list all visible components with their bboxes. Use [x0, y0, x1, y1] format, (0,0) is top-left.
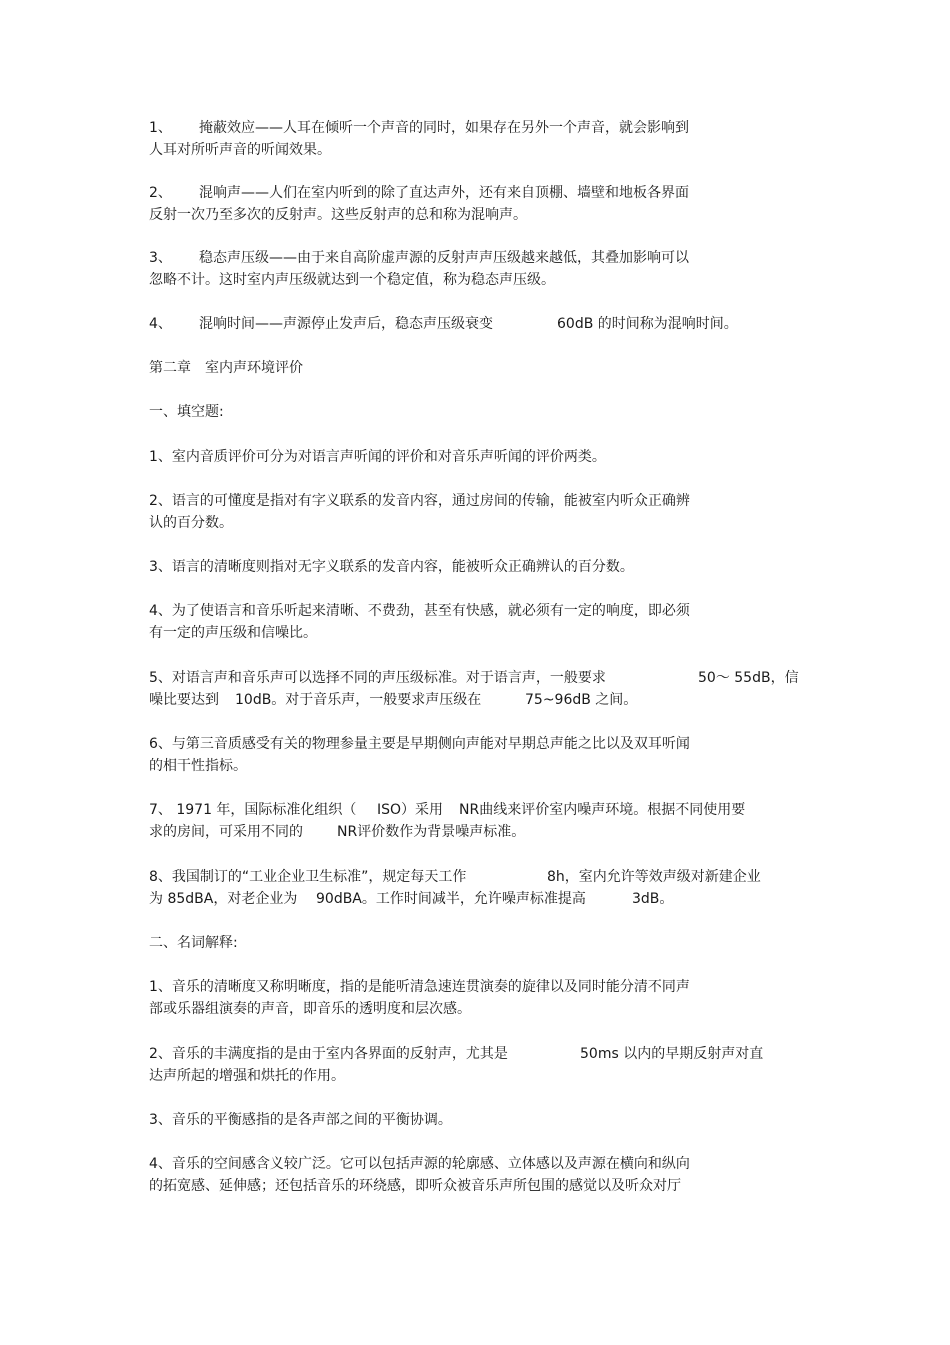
term-2-line-1: [149, 1044, 763, 1064]
question-4-line-2: 有一定的声压级和信噪比。: [149, 625, 317, 641]
question-5-text-e: 75~96dB 之间。: [525, 692, 638, 708]
term-4-line-2: 的拓宽感、延伸感；还包括音乐的环绕感，即听众被音乐声所包围的感觉以及听众对厅: [149, 1178, 681, 1194]
question-7-line-1: [149, 800, 745, 820]
chapter-title: 第二章 室内声环境评价: [149, 360, 303, 376]
definition-1-line-1: [149, 118, 689, 138]
term-1-line-1: 1、音乐的清晰度又称明晰度，指的是能听清急速连贯演奏的旋律以及同时能分清不同声: [149, 979, 690, 995]
definition-2-number: 2、: [149, 185, 172, 201]
question-7-text-d: 求的房间，可采用不同的: [149, 824, 303, 840]
term-2-text-b: 50ms 以内的早期反射声对直: [580, 1046, 764, 1062]
question-8-text-e: 3dB。: [632, 891, 674, 907]
definition-2-line-2: 反射一次乃至多次的反射声。这些反射声的总和称为混响声。: [149, 207, 527, 223]
question-6-line-2: 的相干性指标。: [149, 758, 247, 774]
definition-4-text-b: 60dB 的时间称为混响时间。: [557, 316, 738, 332]
question-5-line-1: [149, 668, 799, 688]
question-2-line-2: 认的百分数。: [149, 515, 233, 531]
question-8-text-c: 为 85dBA，对老企业为: [149, 891, 298, 907]
question-8-text-a: 8、我国制订的“工业企业卫生标准”，规定每天工作: [149, 869, 467, 885]
definition-4-line-1: [149, 314, 738, 334]
question-5-text-a: 5、对语言声和音乐声可以选择不同的声压级标准。对于语言声，一般要求: [149, 670, 606, 686]
question-5-text-d: 10dB。对于音乐声，一般要求声压级在: [235, 692, 482, 708]
question-7-text-b: ISO）采用: [377, 802, 444, 818]
definition-1-text: 掩蔽效应——人耳在倾听一个声音的同时，如果存在另外一个声音，就会影响到: [199, 120, 689, 136]
definition-4-text-a: 混响时间——声源停止发声后，稳态声压级衰变: [199, 316, 493, 332]
term-1-line-2: 部或乐器组演奏的声音，即音乐的透明度和层次感。: [149, 1001, 471, 1017]
definition-1-number: 1、: [149, 120, 172, 136]
definition-3-text: 稳态声压级——由于来自高阶虚声源的反射声声压级越来越低，其叠加影响可以: [199, 250, 689, 266]
question-8-text-d: 90dBA。工作时间减半，允许噪声标准提高: [316, 891, 586, 907]
question-5-text-b: 50～ 55dB，信: [698, 670, 799, 686]
terms-heading: 二、名词解释:: [149, 935, 238, 951]
question-7-text-a: 7、 1971 年，国际标准化组织（: [149, 802, 357, 818]
question-8-text-b: 8h，室内允许等效声级对新建企业: [547, 869, 761, 885]
definition-1-line-2: 人耳对所听声音的听闻效果。: [149, 142, 331, 158]
question-3: 3、语言的清晰度则指对无字义联系的发音内容，能被听众正确辨认的百分数。: [149, 559, 634, 575]
question-4-line-1: 4、为了使语言和音乐听起来清晰、不费劲，甚至有快感，就必须有一定的响度，即必须: [149, 603, 690, 619]
question-2-line-1: 2、语言的可懂度是指对有字义联系的发音内容，通过房间的传输，能被室内听众正确辨: [149, 493, 690, 509]
question-7-text-e: NR评价数作为背景噪声标准。: [337, 824, 526, 840]
term-4-line-1: 4、音乐的空间感含义较广泛。它可以包括声源的轮廓感、立体感以及声源在横向和纵向: [149, 1156, 690, 1172]
question-5-text-c: 噪比要达到: [149, 692, 219, 708]
question-6-line-1: 6、与第三音质感受有关的物理参量主要是早期侧向声能对早期总声能之比以及双耳听闻: [149, 736, 690, 752]
definition-3-line-1: [149, 248, 689, 268]
question-8-line-2: [149, 889, 673, 909]
definition-4-number: 4、: [149, 316, 172, 332]
definition-2-line-1: [149, 183, 689, 203]
question-1: 1、室内音质评价可分为对语言声听闻的评价和对音乐声听闻的评价两类。: [149, 449, 606, 465]
definition-3-line-2: 忽略不计。这时室内声压级就达到一个稳定值，称为稳态声压级。: [149, 272, 555, 288]
term-2-line-2: 达声所起的增强和烘托的作用。: [149, 1068, 345, 1084]
term-2-text-a: 2、音乐的丰满度指的是由于室内各界面的反射声，尤其是: [149, 1046, 508, 1062]
term-3: 3、音乐的平衡感指的是各声部之间的平衡协调。: [149, 1112, 452, 1128]
fill-blank-heading: 一、填空题:: [149, 404, 224, 420]
definition-2-text: 混响声——人们在室内听到的除了直达声外，还有来自顶棚、墙壁和地板各界面: [199, 185, 689, 201]
definition-3-number: 3、: [149, 250, 172, 266]
question-8-line-1: [149, 867, 761, 887]
question-5-line-2: [149, 690, 637, 710]
question-7-line-2: [149, 822, 525, 842]
question-7-text-c: NR曲线来评价室内噪声环境。根据不同使用要: [459, 802, 746, 818]
